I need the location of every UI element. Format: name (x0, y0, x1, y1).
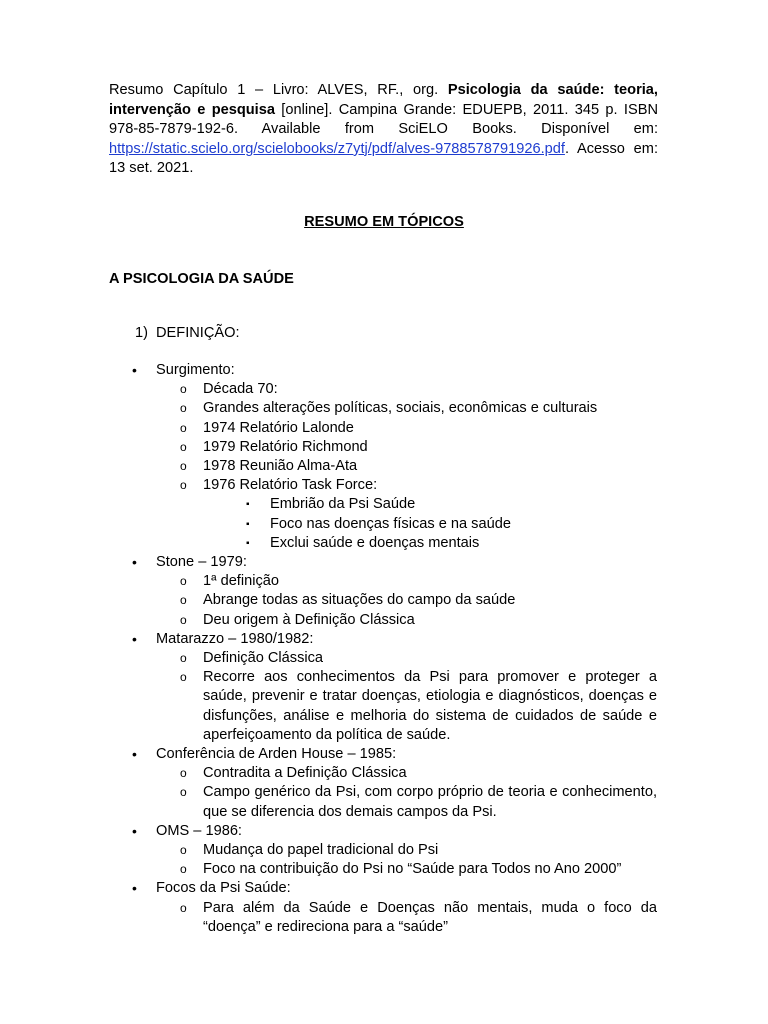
circle-marker-icon: o (180, 401, 187, 416)
subtopic-item-text: Abrange todas as situações do campo da saúde (203, 592, 516, 609)
topic-item-text: Surgimento: (156, 362, 235, 378)
subtopic-item (0, 783, 768, 821)
circle-marker-icon: o (180, 459, 187, 474)
circle-marker-icon: o (180, 382, 187, 397)
bullet-marker-icon: • (132, 630, 137, 647)
subtopic-item (0, 380, 768, 399)
subtopic-item-text: 1978 Reunião Alma-Ata (203, 458, 358, 475)
subtopic-item (0, 860, 768, 879)
bullet-marker-icon: • (132, 362, 137, 378)
detail-item (0, 515, 768, 534)
square-marker-icon: ▪ (246, 518, 250, 530)
subtopic-item-text: Foco na contribuição do Psi no “Saúde para Todos no Ano 2000” (203, 861, 622, 878)
subtopic-item-text: 1974 Relatório Lalonde (203, 419, 354, 436)
topic-item-text: Focos da Psi Saúde: (156, 880, 291, 897)
circle-marker-icon: o (180, 612, 187, 627)
detail-item-text: Foco nas doenças físicas e na saúde (270, 515, 511, 532)
circle-marker-icon: o (180, 439, 187, 454)
topic-item-text: Matarazzo – 1980/1982: (156, 630, 314, 647)
subtopic-item (0, 591, 768, 610)
topic-item (0, 879, 768, 898)
topic-item (0, 361, 768, 380)
bullet-marker-icon: • (132, 880, 137, 897)
subtopic-item (0, 457, 768, 476)
subtopic-item (0, 399, 768, 418)
subtopic-item-text: Para além da Saúde e Doenças não mentais, muda o foco da “doença” e redireciona para a “saúde” (203, 899, 657, 935)
reference-prefix: Resumo Capítulo 1 – Livro: ALVES, RF., org. (109, 82, 448, 98)
summary-heading: RESUMO EM TÓPICOS (304, 214, 464, 230)
circle-marker-icon: o (180, 574, 187, 589)
square-marker-icon: ▪ (246, 499, 250, 511)
subtopic-item-text: Mudança do papel tradicional do Psi (203, 842, 439, 859)
subtopic-item-text: 1979 Relatório Richmond (203, 438, 368, 455)
reference-paragraph (109, 81, 658, 179)
topic-item-text: Stone – 1979: (156, 554, 247, 571)
subtopic-item-text: Contradita a Definição Clássica (203, 765, 407, 782)
numbered-item (135, 324, 240, 343)
reference-suffix: . Acesso em: 13 set. 2021. (109, 140, 658, 177)
square-marker-icon: ▪ (246, 537, 250, 549)
subtopic-item-text: Definição Clássica (203, 650, 324, 667)
subtopic-item (0, 764, 768, 783)
numbered-item-number: 1) (135, 325, 148, 341)
circle-marker-icon: o (180, 593, 187, 608)
circle-marker-icon: o (180, 420, 187, 435)
reference-book-title: Psicologia da saúde: teoria, intervenção e pesquisa (109, 82, 658, 118)
circle-marker-icon: o (180, 843, 187, 858)
topic-item (0, 745, 768, 764)
bullet-marker-icon: • (132, 554, 137, 571)
subtopic-item-text: Campo genérico da Psi, com corpo próprio de teoria e conhecimento, que se diferencia dos demais campos da Psi. (203, 784, 657, 820)
subtopic-item (0, 476, 768, 495)
circle-marker-icon: o (180, 785, 187, 800)
subtopic-item (0, 649, 768, 668)
circle-marker-icon: o (180, 670, 187, 685)
subtopic-item (0, 572, 768, 591)
detail-item (0, 534, 768, 553)
detail-item-text: Embrião da Psi Saúde (270, 496, 416, 513)
topic-item (0, 553, 768, 572)
subtopic-item (0, 668, 768, 745)
topic-item (0, 630, 768, 649)
subtopic-item (0, 899, 768, 937)
subtopic-item-text: Grandes alterações políticas, sociais, econômicas e culturais (203, 400, 598, 417)
subtopic-item-text: Recorre aos conhecimentos da Psi para promover e proteger a saúde, prevenir e tratar doenças, etiologia e diagnósticos, doenças e disfunções, análise e melhoria do sistema de cuidados de saúde e aperfeiçoamento da política de saúde. (203, 669, 657, 743)
topic-item-text: OMS – 1986: (156, 822, 242, 839)
subtopic-item-text: 1ª definição (203, 573, 279, 590)
subtopic-item (0, 841, 768, 860)
circle-marker-icon: o (180, 651, 187, 666)
topic-list (0, 361, 768, 937)
reference-middle: [online]. Campina Grande: EDUEPB, 2011. 345 p. ISBN 978-85-7879-192-6. Available from SciELO Books. Disponível em: (109, 101, 658, 138)
topic-item (0, 822, 768, 841)
section-title: A PSICOLOGIA DA SAÚDE (109, 271, 294, 287)
bullet-marker-icon: • (132, 822, 137, 839)
subtopic-item-text: 1976 Relatório Task Force: (203, 477, 378, 494)
circle-marker-icon: o (180, 766, 187, 781)
subtopic-item-text: Década 70: (203, 381, 278, 398)
numbered-item-label: DEFINIÇÃO: (156, 325, 240, 341)
subtopic-item (0, 419, 768, 438)
subtopic-item-text: Deu origem à Definição Clássica (203, 611, 415, 628)
circle-marker-icon: o (180, 478, 187, 493)
detail-item (0, 495, 768, 514)
subtopic-item (0, 611, 768, 630)
detail-item-text: Exclui saúde e doenças mentais (270, 534, 480, 551)
reference-link[interactable]: https://static.scielo.org/scielobooks/z7ytj/pdf/alves-9788578791926.pdf (109, 140, 565, 157)
subtopic-item (0, 438, 768, 457)
circle-marker-icon: o (180, 900, 187, 915)
bullet-marker-icon: • (132, 746, 137, 763)
topic-item-text: Conferência de Arden House – 1985: (156, 746, 397, 763)
circle-marker-icon: o (180, 862, 187, 877)
